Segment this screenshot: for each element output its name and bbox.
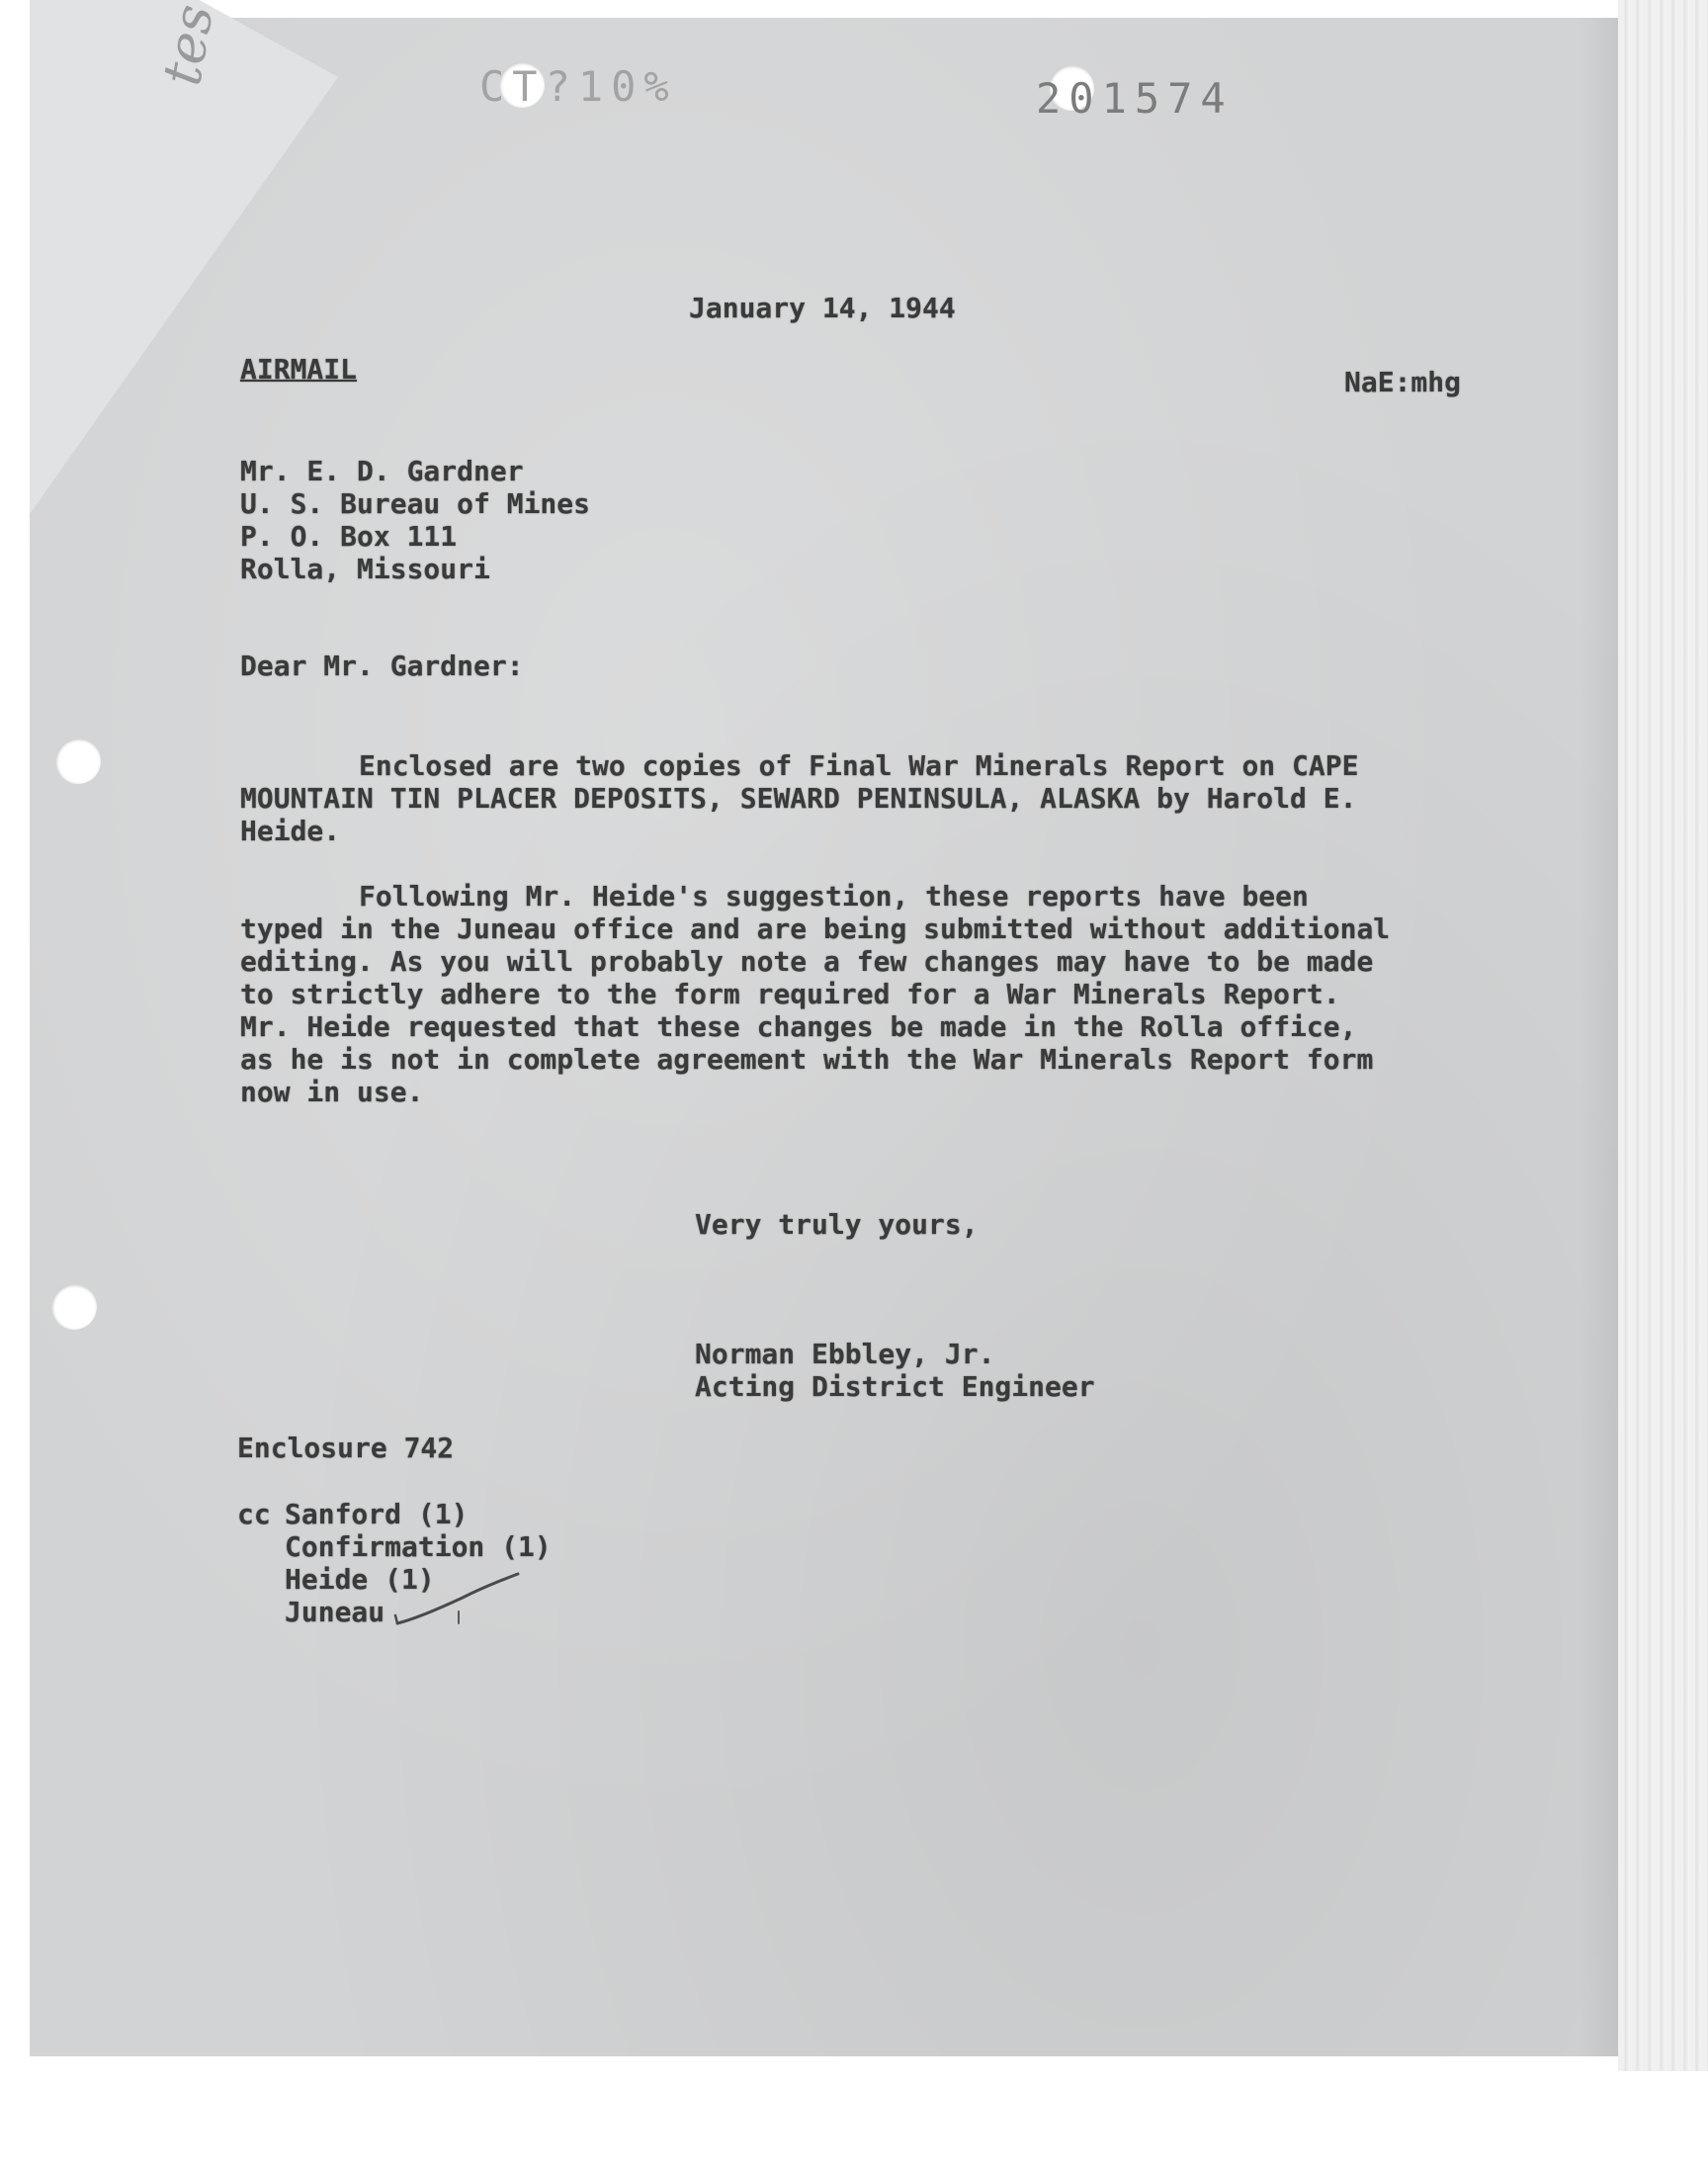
address-line: U. S. Bureau of Mines [240,487,591,520]
reference-initials: NaE:mhg [1344,366,1462,398]
enclosure-note: Enclosure 742 [237,1432,455,1464]
address-line: Mr. E. D. Gardner [240,455,524,487]
stacked-pages-edge [1618,0,1708,2071]
stamped-file-number-left: CT?10% [479,62,677,111]
stamped-file-number-right: 201574 [1036,74,1234,123]
complimentary-closing: Very truly yours, [695,1208,979,1241]
cc-recipient: Heide (1) [285,1563,435,1596]
signer-title: Acting District Engineer [695,1370,1095,1403]
page-edge-shadow [1579,18,1618,2056]
airmail-label: AIRMAIL [240,353,358,386]
cc-row [237,1530,552,1563]
cc-label: cc [237,1498,271,1530]
salutation: Dear Mr. Gardner: [240,650,524,682]
address-line: P. O. Box 111 [240,520,458,553]
punch-hole-left-upper [55,739,101,784]
cc-row [237,1498,552,1530]
handwritten-checkmark-icon [393,1572,522,1631]
punch-hole-left-lower [51,1284,97,1330]
cc-recipient: Sanford (1) [285,1498,469,1530]
signer-name: Norman Ebbley, Jr. [695,1338,995,1370]
letter-date: January 14, 1944 [689,292,956,324]
body-paragraph-2: Following Mr. Heide's suggestion, these reports have been typed in the Juneau office and are being submitted without additional editing. As you will probably note a few changes may have to be made to strictly adhere to the form required for a War Minerals Report. Mr. Heide requested that these changes be made in the Rolla office, as he is not in complete agreement with the War Minerals Report form now in use. [240,880,1391,1108]
handwritten-note: tes [150,0,226,90]
address-line: Rolla, Missouri [240,553,490,585]
signature-block [695,1338,1095,1403]
cc-recipient: Juneau [285,1596,385,1628]
recipient-address [240,455,590,585]
cc-recipient: Confirmation (1) [285,1530,552,1563]
body-paragraph-1: Enclosed are two copies of Final War Minerals Report on CAPE MOUNTAIN TIN PLACER DEPOSITS, SEWARD PENINSULA, ALASKA by Harold E. Heide. [240,749,1359,847]
